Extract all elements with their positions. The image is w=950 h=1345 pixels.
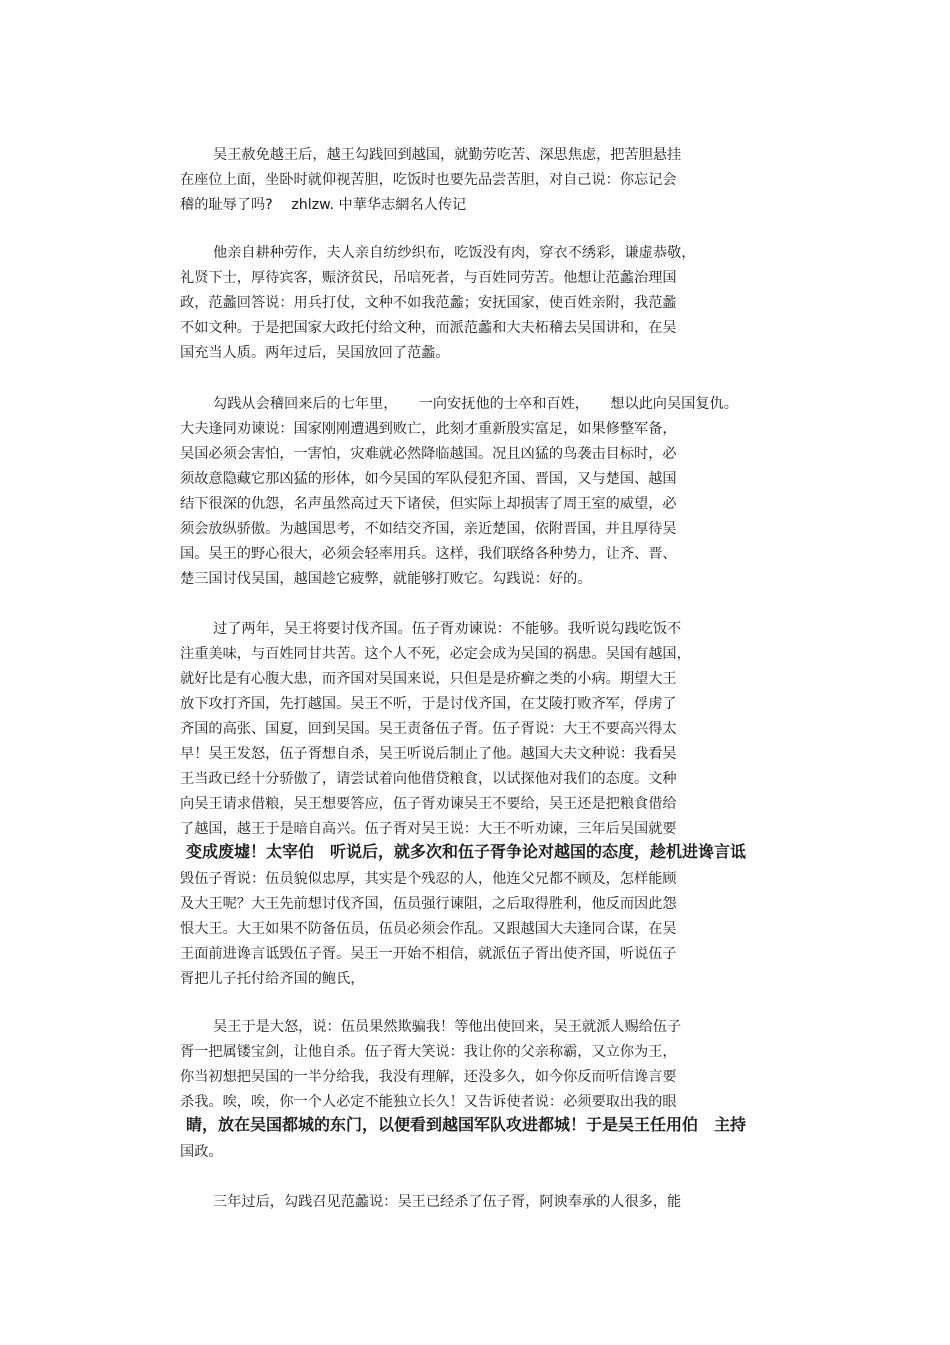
text-line: 楚三国讨伐吴国，越国趁它疲弊，就能够打败它。勾践说：好的。 <box>180 571 592 587</box>
text-line: 胥一把属镂宝剑，让他自杀。伍子胥大笑说：我让你的父亲称霸，又立你为王， <box>180 1044 677 1060</box>
text-line: 不如文种。于是把国家大政托付给文种，而派范蠡和大夫柘稽去吴国讲和，在吴 <box>180 320 677 336</box>
text-line: 了越国，越王于是暗自高兴。伍子胥对吴王说：大王不听劝谏，三年后吴国就要 <box>180 821 677 837</box>
text-line: 吴王赦免越王后，越王勾践回到越国，就勤劳吃苦、深思焦虑，把苦胆悬挂 <box>213 147 682 163</box>
text-line: 稽的耻辱了吗? zhlzw. 中華华志網名人传记 <box>180 197 467 213</box>
text-line: 在座位上面，坐卧时就仰视苦胆，吃饭时也要先品尝苦胆，对自己说：你忘记会 <box>180 172 677 188</box>
text-line: 礼贤下士，厚待宾客，赈济贫民，吊唁死者，与百姓同劳苦。他想让范蠡治理国 <box>180 270 677 286</box>
text-line: 国政。 <box>180 1144 223 1160</box>
text-line: 勾践从会稽回来后的七年里， 一向安抚他的士卒和百姓， 想以此向吴国复仇。 <box>213 396 738 412</box>
text-line: 结下很深的仇怨，名声虽然高过天下诸侯，但实际上却损害了周王室的威望，必 <box>180 496 677 512</box>
text-line: 早！吴王发怒，伍子胥想自杀，吴王听说后制止了他。越国大夫文种说：我看吴 <box>180 746 677 762</box>
text-line: 大夫逢同劝谏说：国家刚刚遭遇到败亡，此刻才重新殷实富足，如果修整军备， <box>180 421 677 437</box>
text-line: 杀我。唉，唉，你一个人必定不能独立长久！又告诉使者说：必须要取出我的眼 <box>180 1094 677 1110</box>
text-line: 国充当人质。两年过后，吴国放回了范蠡。 <box>180 345 450 361</box>
text-line: 国。吴王的野心很大，必须会轻率用兵。这样，我们联络各种势力，让齐、晋、 <box>180 546 677 562</box>
text-line: 吴王于是大怒，说：伍员果然欺骗我！等他出使回来，吴王就派人赐给伍子 <box>213 1019 682 1035</box>
text-line: 向吴王请求借粮，吴王想要答应，伍子胥劝谏吴王不要给，吴王还是把粮食借给 <box>180 796 677 812</box>
text-line: 王当政已经十分骄傲了，请尝试着向他借贷粮食，以试探他对我们的态度。文种 <box>180 771 677 787</box>
text-line: 过了两年，吴王将要讨伐齐国。伍子胥劝谏说：不能够。我听说勾践吃饭不 <box>213 621 682 637</box>
text-line: 三年过后，勾践召见范蠡说：吴王已经杀了伍子胥，阿谀奉承的人很多，能 <box>213 1194 682 1210</box>
text-line: 须会放纵骄傲。为越国思考，不如结交齐国，亲近楚国，依附晋国，并且厚待吴 <box>180 521 677 537</box>
text-line: 王面前进谗言诋毁伍子胥。吴王一开始不相信，就派伍子胥出使齐国，听说伍子 <box>180 946 677 962</box>
text-line: 变成废墟！太宰伯 听说后，就多次和伍子胥争论对越国的态度，趁机进谗言诋 <box>186 842 747 861</box>
text-line: 须故意隐藏它那凶猛的形体，如今吴国的军队侵犯齐国、晋国，又与楚国、越国 <box>180 471 677 487</box>
text-line: 及大王呢？大王先前想讨伐齐国，伍员强行谏阻，之后取得胜利，他反而因此怨 <box>180 896 677 912</box>
text-line: 注重美味，与百姓同甘共苦。这个人不死，必定会成为吴国的祸患。吴国有越国， <box>180 646 691 662</box>
text-line: 吴国必须会害怕，一害怕，灾难就必然降临越国。况且凶猛的鸟袭击目标时，必 <box>180 446 677 462</box>
text-line: 你当初想把吴国的一半分给我，我没有理解，还没多久，如今你反而听信谗言要 <box>180 1069 677 1085</box>
text-line: 放下攻打齐国，先打越国。吴王不听，于是讨伐齐国，在艾陵打败齐军，俘虏了 <box>180 696 677 712</box>
text-line: 胥把儿子托付给齐国的鲍氏， <box>180 971 365 987</box>
text-line: 恨大王。大王如果不防备伍员，伍员必须会作乱。又跟越国大夫逢同合谋，在吴 <box>180 921 677 937</box>
text-line: 他亲自耕种劳作，夫人亲自纺纱织布，吃饭没有肉，穿衣不绣彩，谦虚恭敬， <box>213 245 696 261</box>
text-line: 睛，放在吴国都城的东门，以便看到越国军队攻进都城！于是吴王任用伯 主持 <box>186 1115 747 1134</box>
text-line: 就好比是有心腹大患，而齐国对吴国来说，只但是是疥癣之类的小病。期望大王 <box>180 671 677 687</box>
text-line: 齐国的高张、国夏，回到吴国。吴王责备伍子胥。伍子胥说：大王不要高兴得太 <box>180 721 677 737</box>
text-line: 政，范蠡回答说：用兵打仗，文种不如我范蠡；安抚国家，使百姓亲附，我范蠡 <box>180 295 677 311</box>
text-line: 毁伍子胥说：伍员貌似忠厚，其实是个残忍的人，他连父兄都不顾及，怎样能顾 <box>180 871 677 887</box>
